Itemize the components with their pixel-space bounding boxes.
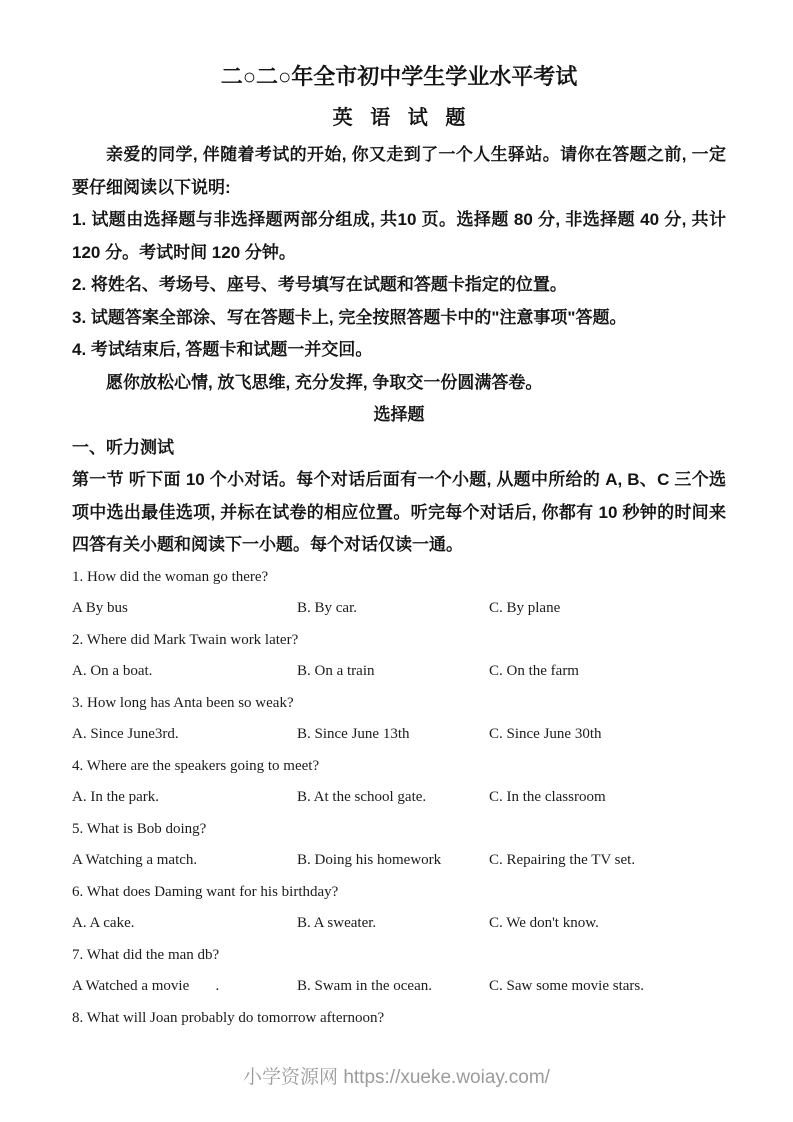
question-text: 3. How long has Anta been so weak? — [72, 694, 294, 711]
option-a: A. Since June3rd. — [72, 726, 179, 742]
part-heading-listening: 一、听力测试 — [72, 437, 174, 457]
question-text: 4. Where are the speakers going to meet? — [72, 757, 320, 774]
question-7 — [72, 940, 726, 1003]
question-8 — [72, 1003, 726, 1035]
question-options — [72, 719, 726, 751]
instruction-item-4: 4. 考试结束后, 答题卡和试题一并交回。 — [72, 340, 373, 359]
question-2 — [72, 625, 726, 688]
question-5 — [72, 814, 726, 877]
question-text: 6. What does Daming want for his birthday? — [72, 883, 339, 900]
option-a: A. On a boat. — [72, 663, 153, 679]
option-a: A Watched a movie . — [72, 978, 220, 994]
option-b: B. Since June 13th — [297, 726, 410, 742]
option-c: C. Repairing the TV set. — [489, 852, 636, 868]
option-b: B. By car. — [297, 600, 357, 616]
option-a: A. A cake. — [72, 915, 135, 931]
question-1 — [72, 562, 726, 625]
question-text: 5. What is Bob doing? — [72, 820, 207, 837]
question-options — [72, 908, 726, 940]
option-c: C. We don't know. — [489, 915, 599, 931]
exam-subtitle: 英 语 试 题 — [332, 107, 466, 129]
option-c: C. By plane — [489, 600, 561, 616]
option-c: C. On the farm — [489, 663, 579, 679]
option-b: B. Swam in the ocean. — [297, 978, 432, 994]
section-title-multiple-choice: 选择题 — [373, 405, 425, 424]
option-c: C. Since June 30th — [489, 726, 602, 742]
question-3 — [72, 688, 726, 751]
question-6 — [72, 877, 726, 940]
question-list — [72, 562, 726, 1035]
option-a: A Watching a match. — [72, 852, 198, 868]
question-text: 1. How did the woman go there? — [72, 568, 269, 585]
question-4 — [72, 751, 726, 814]
question-text: 7. What did the man db? — [72, 946, 220, 963]
question-options — [72, 593, 726, 625]
question-options — [72, 845, 726, 877]
question-text: 2. Where did Mark Twain work later? — [72, 631, 299, 648]
notice-intro: 亲爱的同学, 伴随着考试的开始, 你又走到了一个人生驿站。请你在答题之前, 一定要仔细阅读以下说明: — [72, 145, 726, 197]
option-b: B. At the school gate. — [297, 789, 427, 805]
instruction-item-3: 3. 试题答案全部涂、写在答题卡上, 完全按照答题卡中的"注意事项"答题。 — [72, 307, 627, 327]
option-b: B. A sweater. — [297, 915, 377, 931]
question-options — [72, 971, 726, 1003]
option-b: B. Doing his homework — [297, 852, 442, 868]
option-c: C. In the classroom — [489, 789, 606, 805]
part-instruction: 第一节 听下面 10 个小对话。每个对话后面有一个小题, 从题中所给的 A, B、C 三个选项中选出最佳选项, 并标在试卷的相应位置。听完每个对话后, 你都有 10 秒钟的时间来四答有关小题和阅读下一小题。每个对话仅读一通。 — [72, 470, 726, 554]
exam-title: 二○二○年全市初中学生学业水平考试 — [220, 64, 578, 89]
watermark-text: 小学资源网 https://xueke.woiay.com/ — [243, 1067, 550, 1088]
question-options — [72, 656, 726, 688]
watermark-footer — [0, 1062, 793, 1089]
instruction-item-1: 1. 试题由选择题与非选择题两部分组成, 共10 页。选择题 80 分, 非选择题 40 分, 共计 120 分。考试时间 120 分钟。 — [72, 210, 726, 262]
option-a: A By bus — [72, 600, 128, 616]
instruction-item-2: 2. 将姓名、考场号、座号、考号填写在试题和答题卡指定的位置。 — [72, 275, 567, 294]
wish-line: 愿你放松心情, 放飞思维, 充分发挥, 争取交一份圆满答卷。 — [106, 372, 543, 392]
option-c: C. Saw some movie stars. — [489, 978, 644, 994]
question-options — [72, 782, 726, 814]
option-b: B. On a train — [297, 663, 375, 679]
question-text: 8. What will Joan probably do tomorrow afternoon? — [72, 1009, 385, 1026]
option-a: A. In the park. — [72, 789, 160, 805]
